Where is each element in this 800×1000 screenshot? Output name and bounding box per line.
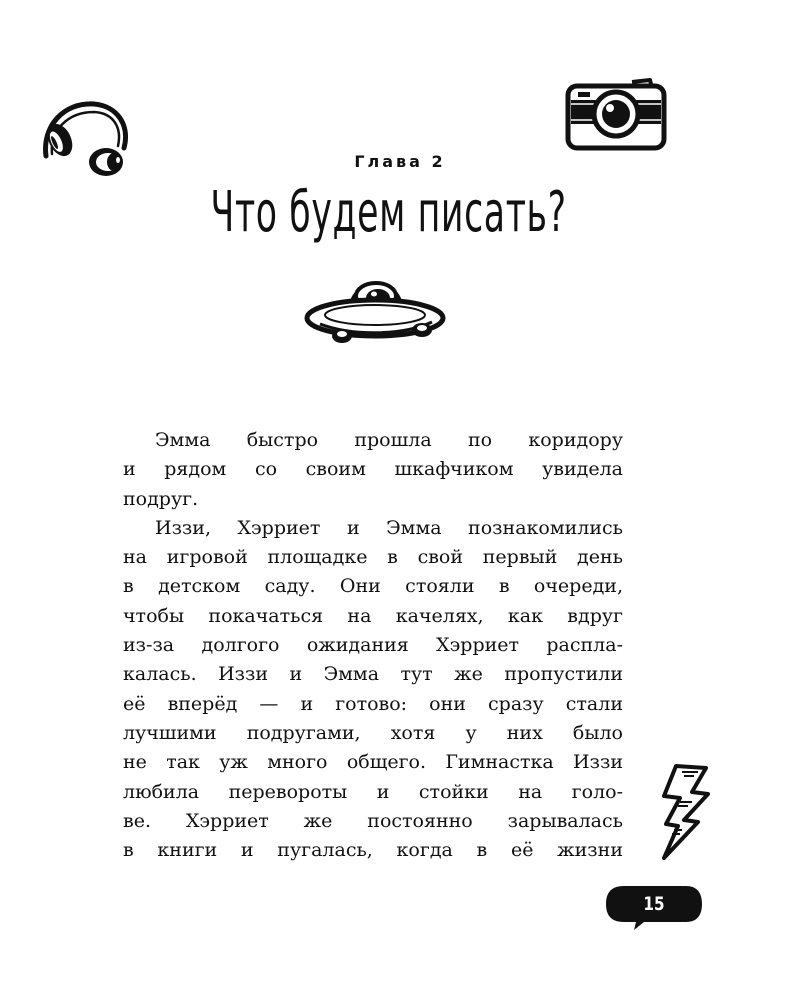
chapter-body-text [123,426,623,865]
chapter-title: Что будем писать? [210,180,567,245]
text-line: калась. Иззи и Эмма тут же пропустили [123,663,623,686]
text-line: подруг. [123,487,199,510]
ufo-icon [302,268,448,358]
text-line: Эмма быстро прошла по коридору [155,429,623,451]
text-line: Иззи, Хэрриет и Эмма познакомились [155,516,623,539]
text-line: лучшими подругами, хотя у них было [123,721,623,744]
text-line: не так уж много общего. Гимнастка Иззи [123,751,623,774]
page-number-badge [604,884,704,924]
text-line: в книги и пугалась, когда в её жизни [123,839,623,862]
page-number: 15 [643,893,665,915]
text-line: ве. Хэрриет же постоянно зарывалась [123,809,623,832]
lightning-icon [658,762,714,860]
chapter-label: Глава 2 [354,152,446,171]
text-line: и рядом со своим шкафчиком увидела [123,458,623,481]
text-line: её вперёд — и готово: они сразу стали [123,692,623,715]
text-line: любила перевороты и стойки на голо- [123,780,623,803]
text-line: чтобы покачаться на качелях, как вдруг [123,604,623,627]
text-line: на игровой площадке в свой первый день [123,546,623,569]
text-line: из-за долгого ожидания Хэрриет распла- [123,634,623,657]
camera-icon [562,74,672,154]
text-line: в детском саду. Они стояли в очереди, [123,575,623,598]
